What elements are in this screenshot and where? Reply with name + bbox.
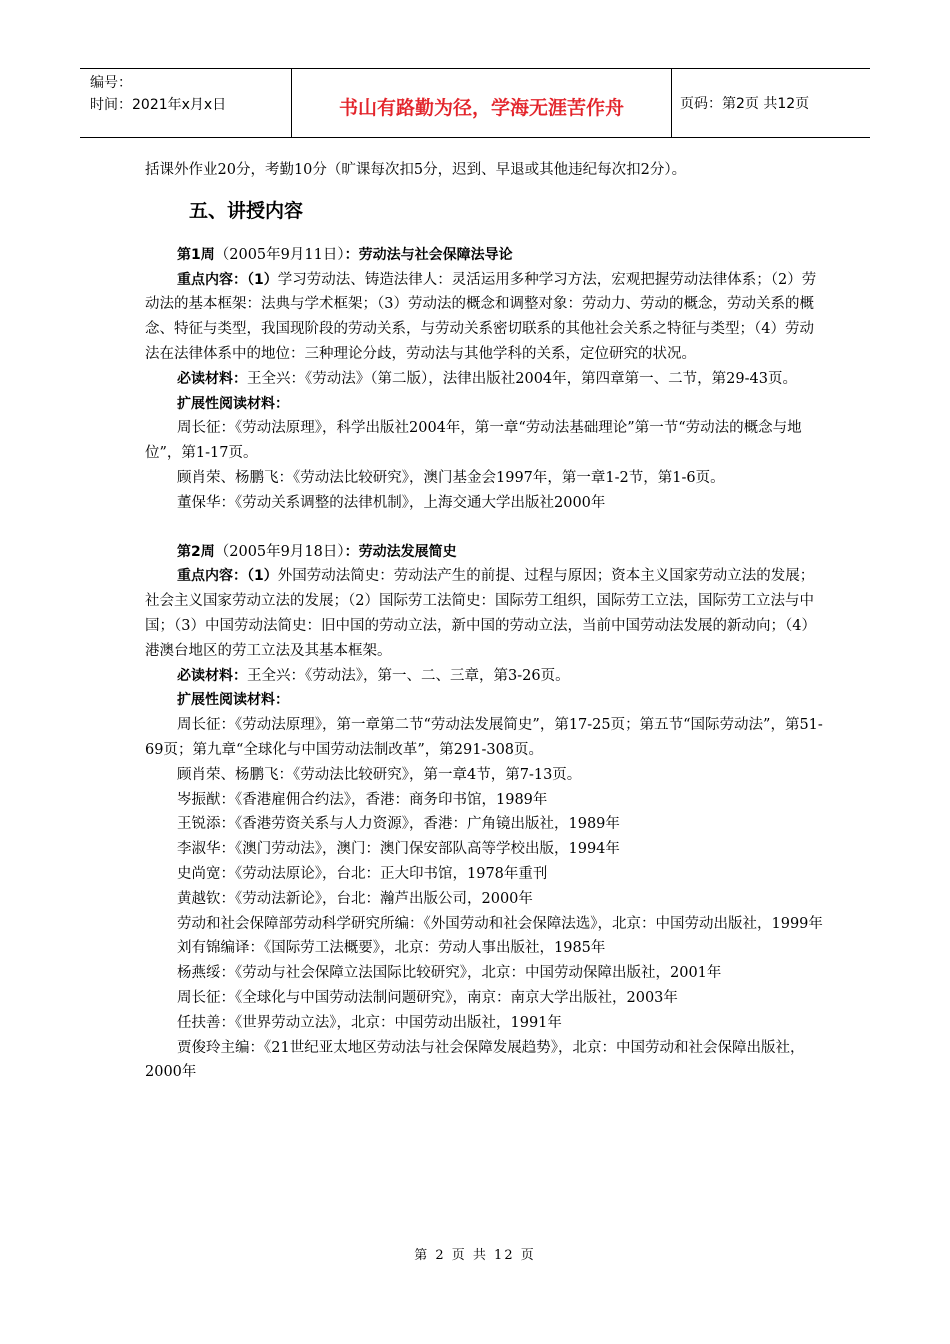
header-time: 时间：2021年x月x日: [90, 97, 227, 113]
key-label: 重点内容：: [177, 271, 247, 288]
required-text: 王全兴：《劳动法》（第二版），法律出版社2004年，第四章第一、二节，第29-43页。: [247, 370, 797, 387]
week-2-required: [145, 664, 825, 689]
key-text: 学习劳动法、铸造法律人：灵活运用多种学习方法，宏观把握劳动法律体系；（2）劳动法的基本框架：法典与学术框架；（3）劳动法的概念和调整对象：劳动力、劳动的概念，劳动关系的概念、特征与类型，我国现阶段的劳动关系，与劳动关系密切联系的其他社会关系之特征与类型；（4）劳动法在法律体系中的地位：三种理论分歧，劳动法与其他学科的关系，定位研究的状况。: [145, 271, 817, 362]
reading-item: 顾肖荣、杨鹏飞：《劳动法比较研究》，第一章4节，第7-13页。: [177, 766, 582, 783]
reading-item: 劳动和社会保障部劳动科学研究所编：《外国劳动和社会保障法选》，北京：中国劳动出版社，1999年: [177, 915, 823, 932]
header-number: 编号：: [90, 75, 132, 91]
reading-item: 董保华：《劳动关系调整的法律机制》，上海交通大学出版社2000年: [177, 494, 606, 511]
week-1-date: （2005年9月11日）: [214, 246, 345, 263]
week-2-topic: ：劳动法发展简史: [344, 543, 457, 560]
week-1-heading: [145, 243, 825, 268]
key-label: 重点内容：: [177, 568, 247, 585]
week-1-required: [145, 367, 825, 392]
reading-item: 周长征：《劳动法原理》，科学出版社2004年，第一章“劳动法基础理论”第一节“劳动法的概念与地位”，第1-17页。: [145, 420, 802, 462]
required-label: 必读材料：: [177, 370, 247, 387]
reading-item: 周长征：《全球化与中国劳动法制问题研究》，南京：南京大学出版社，2003年: [177, 989, 678, 1006]
week-2-block: [145, 540, 825, 1086]
key-text: 外国劳动法简史：劳动法产生的前提、过程与原因；资本主义国家劳动立法的发展；社会主义国家劳动立法的发展；（2）国际劳工法简史：国际劳工组织，国际劳工立法，国际劳工立法与中国；（3）中国劳动法简史：旧中国的劳动立法，新中国的劳动立法，当前中国劳动法发展的新动向；（4）港澳台地区的劳工立法及其基本框架。: [145, 568, 816, 659]
week-1-block: [145, 243, 825, 516]
reading-item: 黄越钦：《劳动法新论》，台北：瀚芦出版公司，2000年: [177, 890, 533, 907]
page-header: [80, 68, 870, 138]
intro-line: 括课外作业20分，考勤10分（旷课每次扣5分，迟到、早退或其他违纪每次扣2分）。: [145, 162, 687, 178]
reading-item: 李淑华：《澳门劳动法》，澳门：澳门保安部队高等学校出版，1994年: [177, 841, 620, 858]
required-text: 王全兴：《劳动法》，第一、二、三章，第3-26页。: [247, 667, 570, 684]
section-title: 五、讲授内容: [189, 199, 304, 222]
week-2-date: （2005年9月18日）: [214, 543, 345, 560]
reading-item: 史尚宽：《劳动法原论》，台北：正大印书馆，1978年重刊: [177, 865, 548, 882]
week-2-label: 第2周: [177, 543, 215, 560]
spacer: [145, 516, 825, 540]
reading-item: 岑振猷：《香港雇佣合约法》，香港：商务印书馆，1989年: [177, 791, 548, 808]
key-number: （1）: [247, 271, 278, 288]
week-1-topic: ：劳动法与社会保障法导论: [344, 246, 513, 263]
week-2-extended-label: 扩展性阅读材料：: [177, 692, 289, 709]
key-number: （1）: [247, 568, 278, 585]
week-2-key-content: [145, 564, 825, 663]
header-meta: [80, 69, 292, 137]
reading-item: 刘有锦编译：《国际劳工法概要》，北京：劳动人事出版社，1985年: [177, 940, 606, 957]
reading-item: 贾俊玲主编：《21世纪亚太地区劳动法与社会保障发展趋势》，北京：中国劳动和社会保障出版社，2000年: [145, 1039, 805, 1081]
reading-item: 顾肖荣、杨鹏飞：《劳动法比较研究》，澳门基金会1997年，第一章1-2节，第1-6页。: [177, 469, 725, 486]
required-label: 必读材料：: [177, 667, 247, 684]
document-body: [145, 158, 825, 1085]
reading-item: 杨燕绥：《劳动与社会保障立法国际比较研究》，北京：中国劳动保障出版社，2001年: [177, 965, 722, 982]
reading-item: 周长征：《劳动法原理》，第一章第二节“劳动法发展简史”，第17-25页；第五节“国际劳动法”，第51-69页；第九章“全球化与中国劳动法制改革”，第291-308页。: [145, 717, 823, 758]
reading-item: 任扶善：《世界劳动立法》，北京：中国劳动出版社，1991年: [177, 1014, 562, 1031]
header-page: 页码：第2页 共12页: [680, 96, 810, 112]
week-1-extended-label: 扩展性阅读材料：: [177, 395, 289, 412]
reading-item: 王锐添：《香港劳资关系与人力资源》，香港：广角镜出版社，1989年: [177, 816, 620, 833]
week-2-heading: [145, 540, 825, 565]
week-1-key-content: [145, 268, 825, 367]
week-1-label: 第1周: [177, 246, 215, 263]
page-footer: 第 2 页 共 12 页: [414, 1248, 536, 1263]
header-motto: 书山有路勤为径，学海无涯苦作舟: [292, 69, 672, 137]
